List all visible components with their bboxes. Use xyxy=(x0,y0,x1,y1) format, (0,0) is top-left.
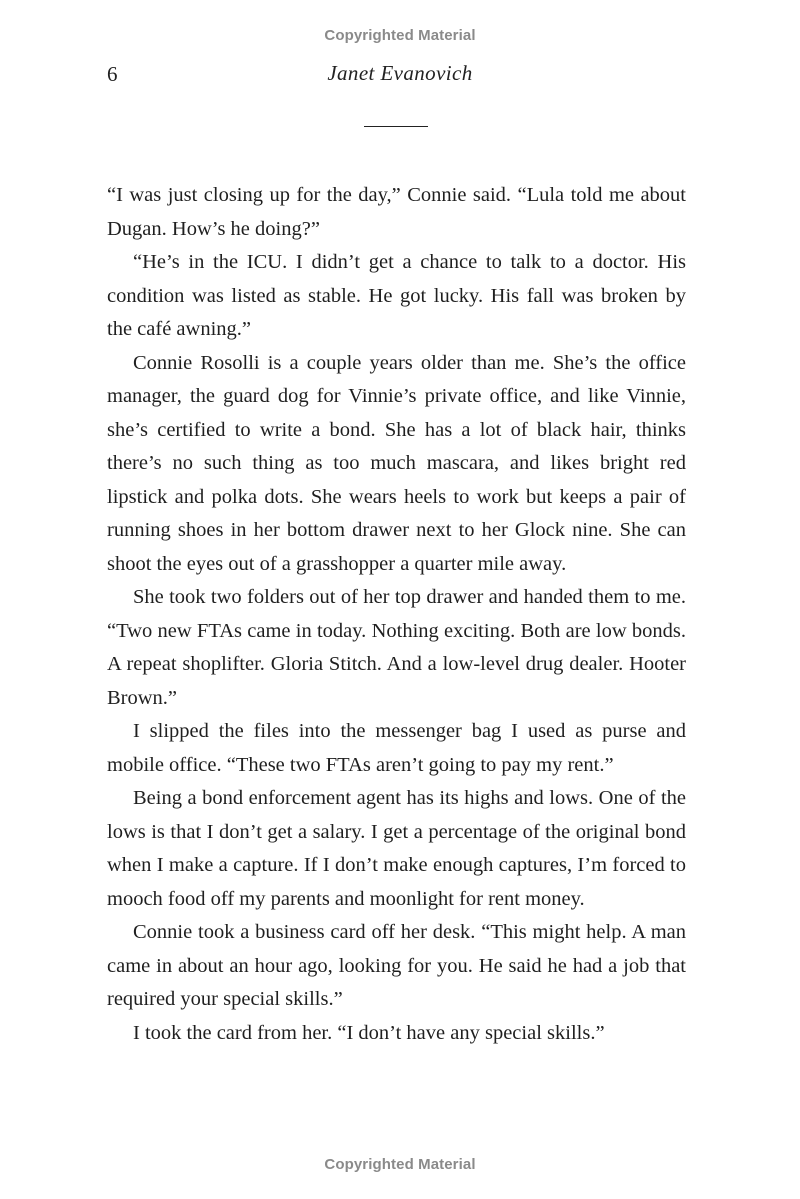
paragraph: “I was just closing up for the day,” Connie said. “Lula told me about Dugan. How’s he doing?” xyxy=(107,184,686,240)
page-number: 6 xyxy=(107,62,118,86)
copyright-watermark-bottom: Copyrighted Material xyxy=(324,1156,476,1173)
paragraph: Connie Rosolli is a couple years older than me. She’s the office manager, the guard dog for Vinnie’s private office, and like Vinnie, she’s certified to write a bond. She has a lot of black hair, thinks there’s no such thing as too much mascara, and likes bright red lipstick and polka dots. She wears heels to work but keeps a pair of running shoes in her bottom drawer next to her Glock nine. She can shoot the eyes out of a grasshopper a quarter mile away. xyxy=(107,351,686,575)
body-text xyxy=(107,179,686,1050)
paragraph: She took two folders out of her top drawer and handed them to me. “Two new FTAs came in today. Nothing exciting. Both are low bonds. A repeat shoplifter. Gloria Stitch. And a low-level drug dealer. Hooter Brown.” xyxy=(107,586,686,709)
paragraph: I slipped the files into the messenger bag I used as purse and mobile office. “These two FTAs aren’t going to pay my rent.” xyxy=(107,720,686,776)
paragraph: I took the card from her. “I don’t have any special skills.” xyxy=(133,1021,605,1044)
paragraph: Being a bond enforcement agent has its highs and lows. One of the lows is that I don’t get a salary. I get a percentage of the original bond when I make a capture. If I don’t make enough captures, I’m forced to mooch food off my parents and moonlight for rent money. xyxy=(107,787,686,910)
paragraph: “He’s in the ICU. I didn’t get a chance to talk to a doctor. His condition was listed as stable. He got lucky. His fall was broken by the café awning.” xyxy=(107,251,686,340)
copyright-watermark-top: Copyrighted Material xyxy=(324,27,476,44)
header-rule xyxy=(364,126,428,127)
paragraph: Connie took a business card off her desk. “This might help. A man came in about an hour ago, looking for you. He said he had a job that required your special skills.” xyxy=(107,921,686,1010)
running-head-author: Janet Evanovich xyxy=(327,61,473,85)
